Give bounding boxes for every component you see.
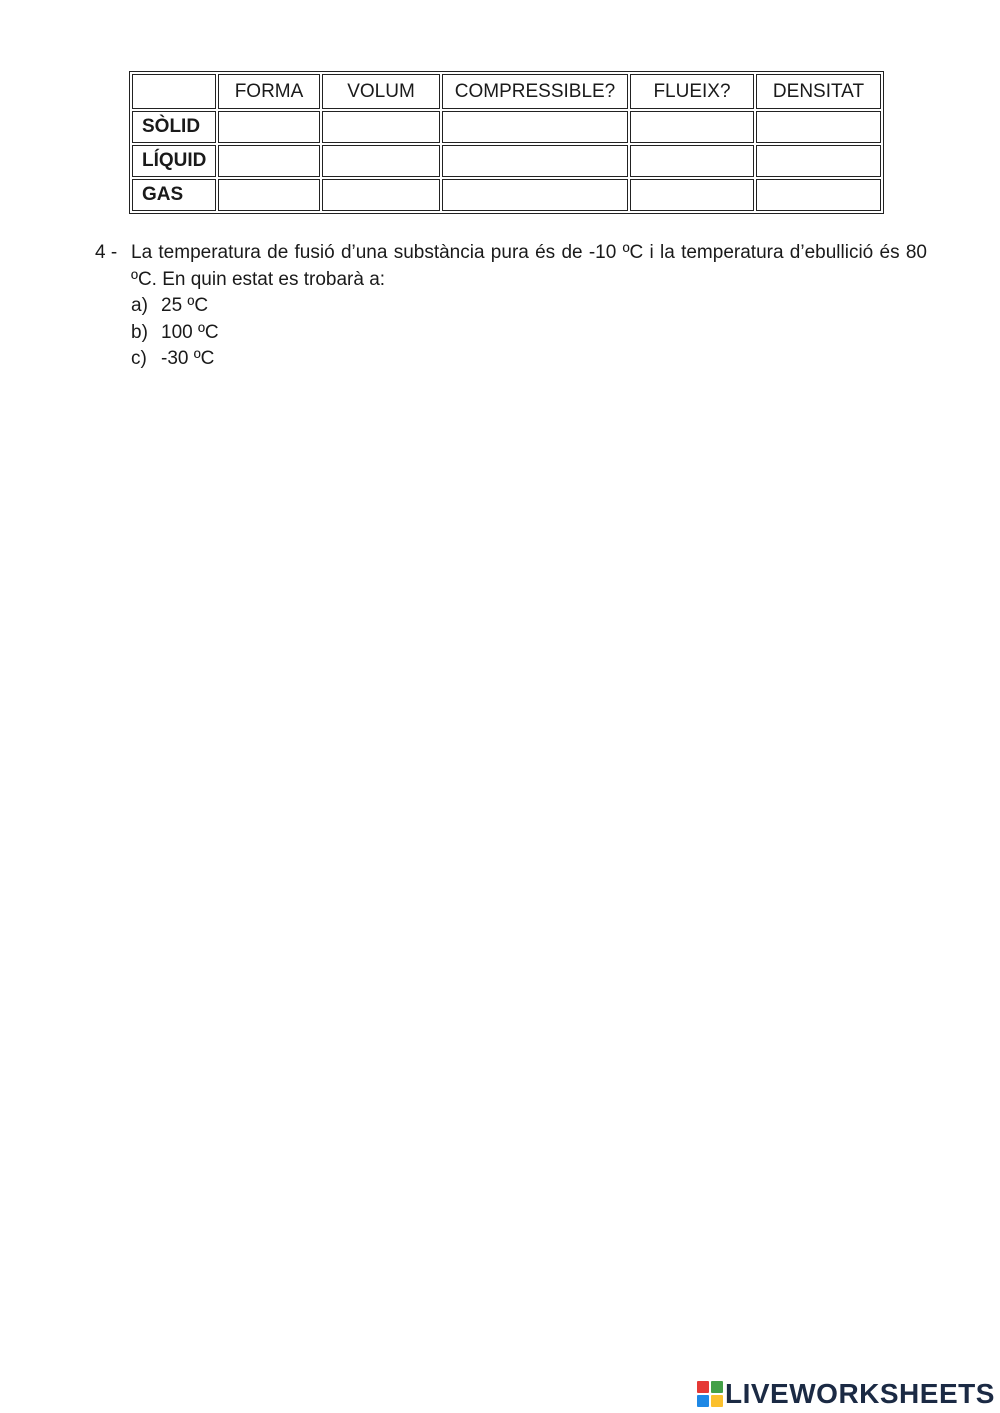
answer-cell[interactable] [322, 111, 440, 143]
header-cell-flueix: FLUEIX? [630, 74, 754, 109]
logo-square-blue [697, 1395, 709, 1407]
answer-cell[interactable] [756, 111, 881, 143]
table-row [132, 179, 881, 211]
answer-cell[interactable] [322, 179, 440, 211]
answer-cell[interactable] [630, 179, 754, 211]
table-row [132, 111, 881, 143]
option-text: 100 ºC [161, 321, 219, 343]
table-row [132, 145, 881, 177]
logo-square-red [697, 1381, 709, 1393]
answer-cell[interactable] [218, 145, 320, 177]
question-text: La temperatura de fusió d’una substància pura és de -10 ºC i la temperatura d’ebullició és 80 ºC. En quin estat es trobarà a: [131, 242, 927, 290]
list-item [131, 346, 927, 373]
logo-text: LIVEWORKSHEETS [725, 1378, 995, 1409]
header-cell-volum: VOLUM [322, 74, 440, 109]
header-cell-densitat: DENSITAT [756, 74, 881, 109]
question-number: 4 - [95, 242, 118, 263]
header-cell-compressible: COMPRESSIBLE? [442, 74, 628, 109]
option-letter: c) [131, 348, 147, 369]
option-letter: b) [131, 321, 148, 343]
question-4 [95, 240, 927, 373]
logo-grid-icon [697, 1381, 723, 1407]
liveworksheets-logo [697, 1378, 995, 1410]
list-item [131, 293, 927, 320]
answer-options [95, 293, 927, 373]
answer-cell[interactable] [442, 145, 628, 177]
option-text: -30 ºC [161, 348, 215, 369]
logo-square-yellow [711, 1395, 723, 1407]
row-label-solid: SÒLID [132, 111, 216, 143]
header-cell-corner [132, 74, 216, 109]
row-label-liquid: LÍQUID [132, 145, 216, 177]
answer-cell[interactable] [756, 145, 881, 177]
option-text: 25 ºC [161, 295, 209, 316]
list-item [131, 320, 927, 347]
option-letter: a) [131, 295, 148, 316]
header-cell-forma: FORMA [218, 74, 320, 109]
logo-square-green [711, 1381, 723, 1393]
answer-cell[interactable] [630, 145, 754, 177]
table-header-row [132, 74, 881, 109]
answer-cell[interactable] [218, 179, 320, 211]
answer-cell[interactable] [756, 179, 881, 211]
answer-cell[interactable] [442, 111, 628, 143]
answer-cell[interactable] [218, 111, 320, 143]
answer-cell[interactable] [322, 145, 440, 177]
answer-cell[interactable] [630, 111, 754, 143]
answer-cell[interactable] [442, 179, 628, 211]
row-label-gas: GAS [132, 179, 216, 211]
states-of-matter-table [129, 71, 884, 214]
